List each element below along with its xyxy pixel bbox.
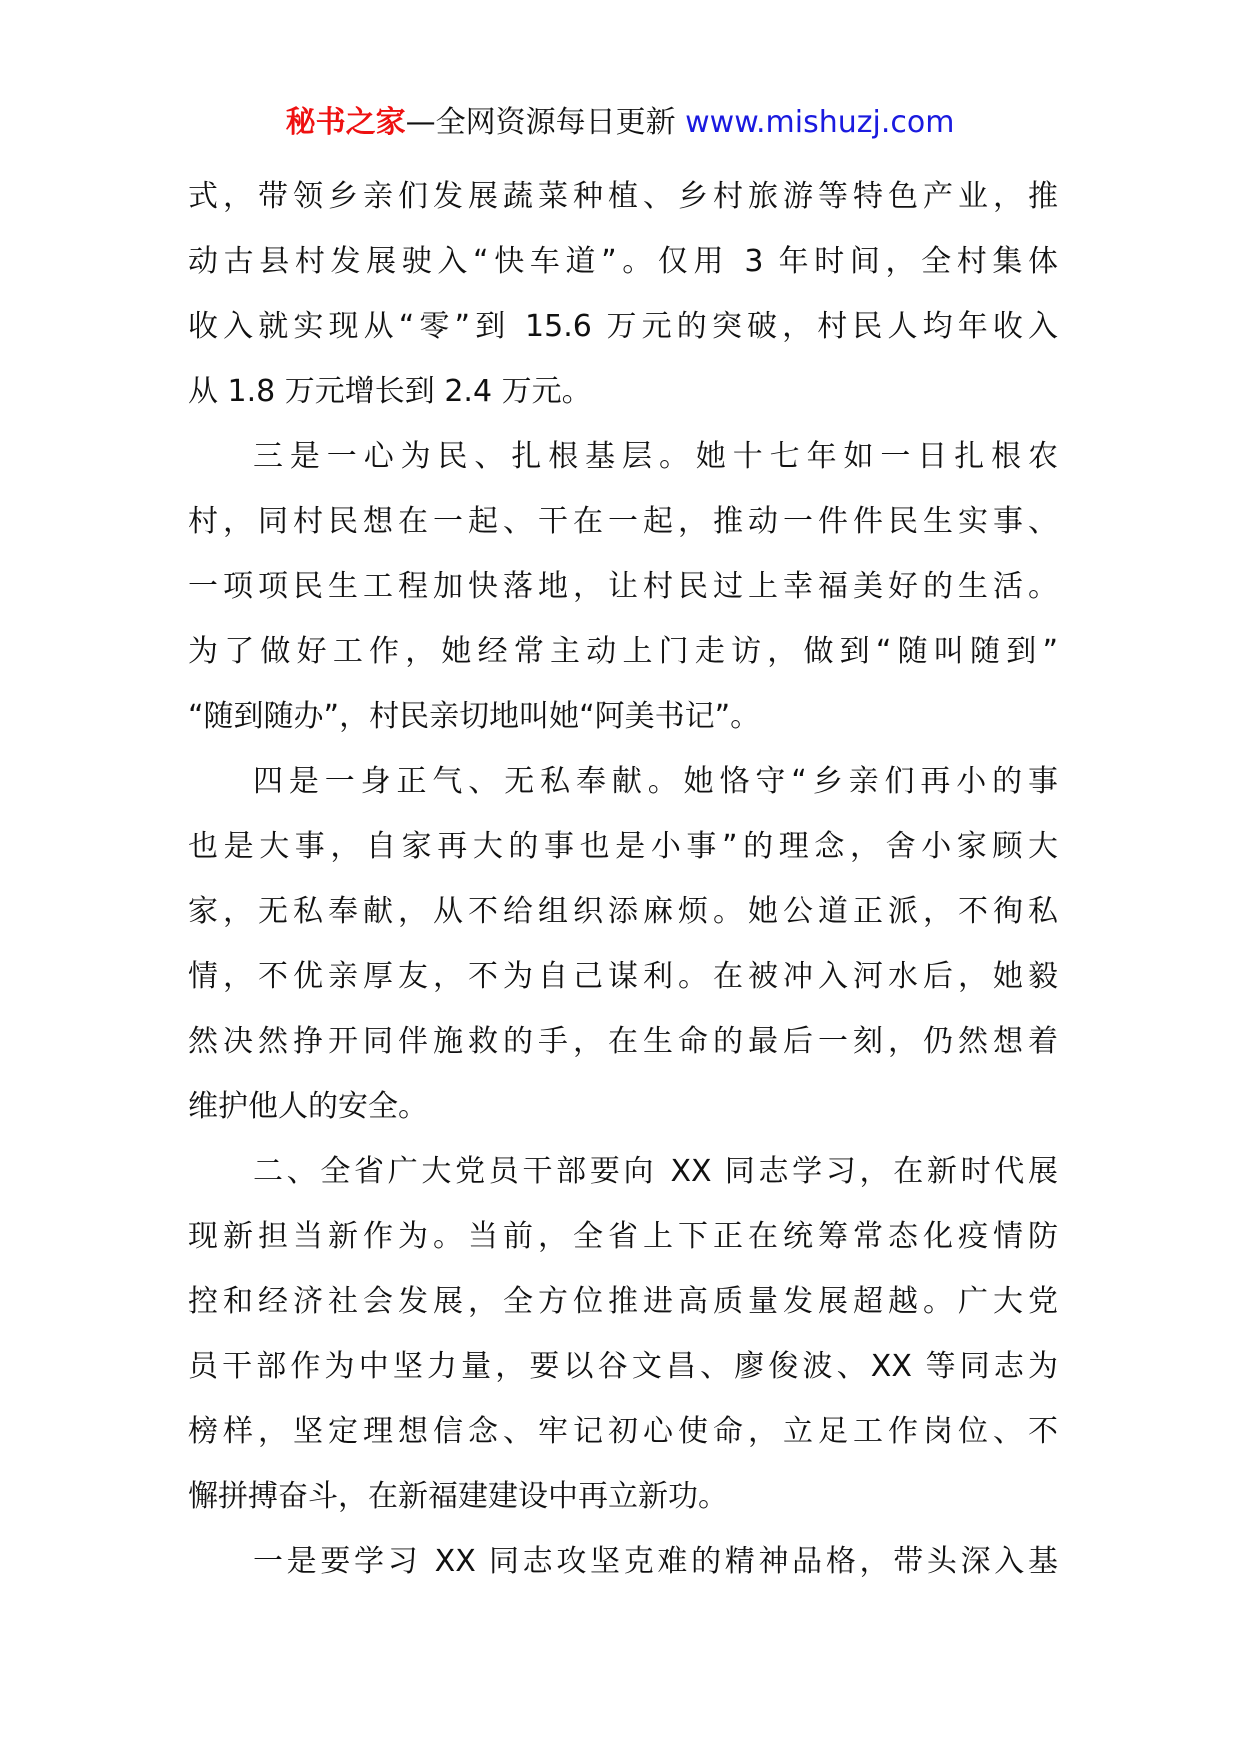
text-line: 二、全省广大党员干部要向 XX 同志学习，在新时代展 [253, 1154, 1058, 1189]
text-line: 也是大事，自家再大的事也是小事”的理念，舍小家顾大 [188, 829, 1058, 864]
text-line: 一是要学习 XX 同志攻坚克难的精神品格，带头深入基 [253, 1544, 1058, 1579]
text-line: 动古县村发展驶入“快车道”。仅用 3 年时间，全村集体 [188, 244, 1058, 279]
text-line: 情，不优亲厚友，不为自己谋利。在被冲入河水后，她毅 [188, 959, 1058, 994]
text-line: “随到随办”，村民亲切地叫她“阿美书记”。 [188, 699, 761, 734]
text-line: 四是一身正气、无私奉献。她恪守“乡亲们再小的事 [253, 764, 1058, 799]
text-line: 收入就实现从“零”到 15.6 万元的突破，村民人均年收入 [188, 309, 1058, 344]
text-line: 然决然挣开同伴施救的手，在生命的最后一刻，仍然想着 [188, 1024, 1058, 1059]
text-line: 为了做好工作，她经常主动上门走访，做到“随叫随到” [188, 634, 1058, 669]
site-url-link[interactable]: www.mishuzj.com [685, 105, 955, 140]
text-line: 三是一心为民、扎根基层。她十七年如一日扎根农 [253, 439, 1058, 474]
text-line: 一项项民生工程加快落地，让村民过上幸福美好的生活。 [188, 569, 1058, 604]
text-line: 员干部作为中坚力量，要以谷文昌、廖俊波、XX 等同志为 [188, 1349, 1058, 1384]
brand-name: 秘书之家 [285, 105, 406, 140]
text-line: 村，同村民想在一起、干在一起，推动一件件民生实事、 [188, 504, 1058, 539]
text-line: 式，带领乡亲们发展蔬菜种植、乡村旅游等特色产业，推 [188, 179, 1058, 214]
text-line: 现新担当新作为。当前，全省上下正在统筹常态化疫情防 [188, 1219, 1058, 1254]
text-line: 控和经济社会发展，全方位推进高质量发展超越。广大党 [188, 1284, 1058, 1319]
text-line: 从 1.8 万元增长到 2.4 万元。 [188, 374, 592, 409]
header-tagline: —全网资源每日更新 [405, 105, 676, 140]
text-line: 维护他人的安全。 [188, 1089, 428, 1124]
document-body [188, 164, 1058, 1594]
text-line: 家，无私奉献，从不给组织添麻烦。她公道正派，不徇私 [188, 894, 1058, 929]
text-line: 榜样，坚定理想信念、牢记初心使命，立足工作岗位、不 [188, 1414, 1058, 1449]
text-line: 懈拼搏奋斗，在新福建建设中再立新功。 [188, 1479, 728, 1514]
page-header [0, 100, 1240, 146]
